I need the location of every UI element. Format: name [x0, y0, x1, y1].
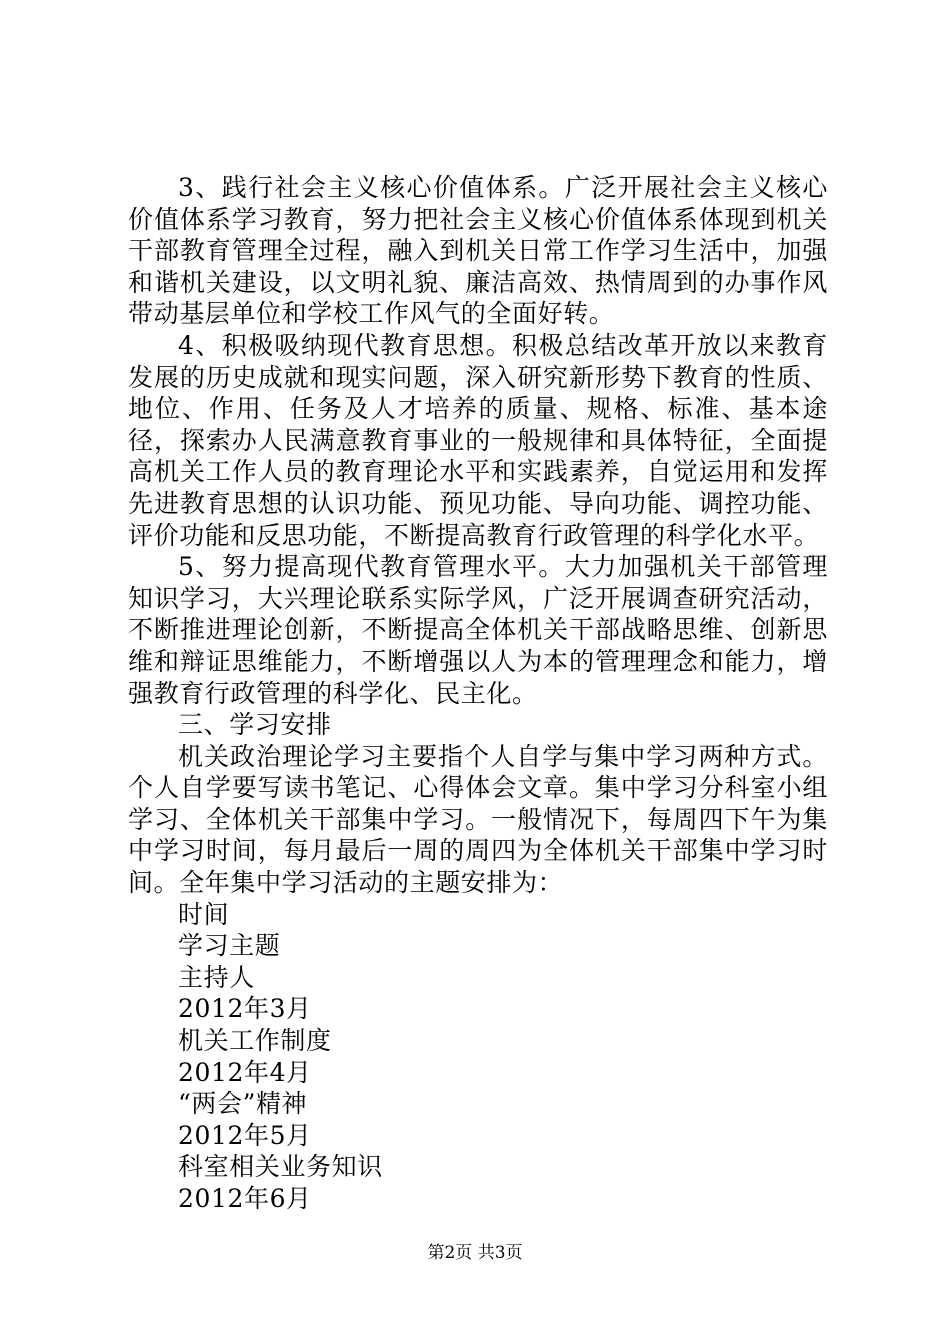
schedule-table-lines — [128, 899, 828, 1215]
table-cell: 科室相关业务知识 — [178, 1152, 383, 1182]
table-cell: 2012年4月 — [178, 1057, 312, 1087]
paragraph-study-arrangement: 机关政治理论学习主要指个人自学与集中学习两种方式。个人自学要写读书笔记、心得体会文章。集中学习分科室小组学习、全体机关干部集中学习。一般情况下，每周四下午为集中学习时间，每月最后一周的周四为全体机关干部集中学习时间。全年集中学习活动的主题安排为： — [128, 741, 828, 898]
table-cell: 机关工作制度 — [178, 1026, 332, 1056]
paragraph-education-thought: 4、积极吸纳现代教育思想。积极总结改革开放以来教育发展的历史成就和现实问题，深入研究新形势下教育的性质、地位、作用、任务及人才培养的质量、规格、标准、基本途径，探索办人民满意教育事业的一般规律和具体特征，全面提高机关工作人员的教育理论水平和实践素养，自觉运用和发挥先进教育思想的认识功能、预见功能、导向功能、调控功能、评价功能和反思功能，不断提高教育行政管理的科学化水平。 — [128, 330, 828, 550]
table-cell: 2012年6月 — [178, 1184, 312, 1213]
document-body — [128, 172, 828, 1215]
paragraph-management-level: 5、努力提高现代教育管理水平。大力加强机关干部管理知识学习，大兴理论联系实际学风，广泛开展调查研究活动，不断推进理论创新，不断提高全体机关干部战略思维、创新思维和辩证思维能力，不断增强以人为本的管理理念和能力，增强教育行政管理的科学化、民主化。 — [128, 552, 828, 708]
table-header-time: 时间 — [178, 899, 230, 929]
paragraph-core-values: 3、践行社会主义核心价值体系。广泛开展社会主义核心价值体系学习教育，努力把社会主义核心价值体系体现到机关干部教育管理全过程，融入到机关日常工作学习生活中，加强和谐机关建设，以文明礼貌、廉洁高效、热情周到的办事作风带动基层单位和学校工作风气的全面好转。 — [128, 173, 828, 329]
page-number-footer: 第2页 共3页 — [427, 1243, 523, 1263]
table-cell: 2012年5月 — [178, 1120, 312, 1150]
table-cell: “两会”精神 — [178, 1089, 308, 1119]
table-header-topic: 学习主题 — [178, 931, 281, 961]
section-heading-study-arrangement: 三、学习安排 — [178, 710, 332, 740]
table-cell: 2012年3月 — [178, 994, 312, 1024]
table-header-host: 主持人 — [178, 962, 255, 992]
